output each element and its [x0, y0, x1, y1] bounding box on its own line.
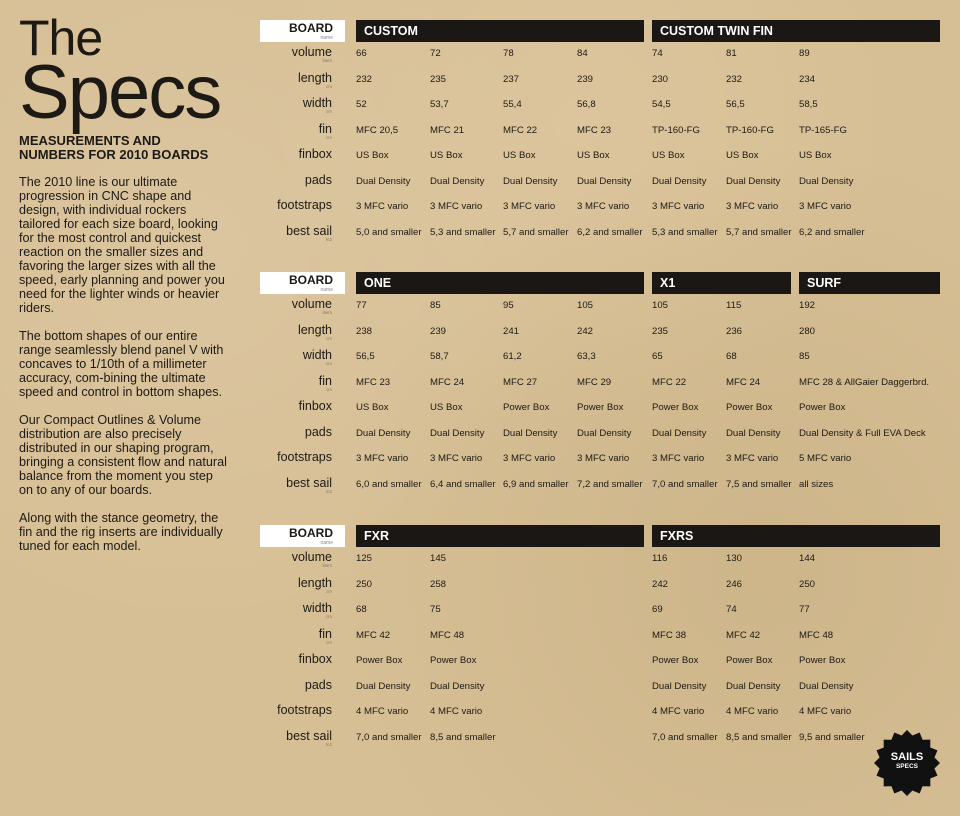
board-label-text: BOARD	[289, 273, 333, 287]
spec-cell: MFC 38	[652, 629, 687, 641]
spec-row	[260, 170, 940, 196]
spec-label: volume	[291, 550, 332, 564]
board-label	[260, 272, 345, 294]
spec-cell: 3 MFC vario	[652, 201, 705, 212]
spec-cell: Power Box	[430, 655, 477, 666]
spec-cell: 3 MFC vario	[799, 201, 852, 212]
spec-cell: 3 MFC vario	[356, 453, 409, 464]
intro-paragraph-3: Our Compact Outlines & Volume distribution are also precisely distributed in our shaping program, bringing a consistent flow and natural balance from the moment you step on to any of our boards.	[19, 413, 227, 497]
spec-cell: Dual Density	[652, 175, 707, 187]
board-model-header: X1	[652, 272, 791, 294]
spec-label: footstraps	[277, 198, 332, 212]
spec-cell: 3 MFC vario	[726, 453, 779, 464]
spec-unit: cm	[326, 134, 332, 140]
spec-cell: TP-160-FG	[652, 124, 700, 136]
spec-cell: Dual Density	[799, 175, 854, 187]
spec-row	[260, 195, 940, 221]
spec-cell: Dual Density	[726, 680, 781, 692]
spec-cell: 3 MFC vario	[430, 201, 483, 212]
spec-cell: Dual Density	[577, 175, 632, 187]
spec-cell: 78	[503, 48, 514, 59]
spec-cell: 4 MFC vario	[652, 706, 705, 717]
spec-cell: US Box	[577, 150, 610, 161]
spec-cell: 238	[356, 325, 373, 337]
spec-cell: Dual Density	[430, 680, 485, 692]
subtitle-line-2: NUMBERS FOR 2010 BOARDS	[19, 147, 209, 162]
spec-cell: MFC 28 & AllGaier Daggerbrd.	[799, 376, 930, 388]
spec-cell: 241	[503, 325, 520, 337]
spec-cell: 74	[652, 48, 663, 59]
spec-unit: liters	[322, 563, 332, 568]
spec-unit: cm	[326, 361, 332, 366]
spec-cell: 250	[799, 578, 816, 590]
spec-row	[260, 624, 940, 650]
spec-row	[260, 422, 940, 448]
spec-cell: 5,0 and smaller	[356, 226, 422, 238]
spec-label: width	[302, 601, 332, 615]
spec-cell: US Box	[430, 150, 463, 161]
spec-row	[260, 598, 940, 624]
intro-body	[19, 175, 229, 553]
spec-cell: 7,5 and smaller	[726, 478, 792, 490]
spec-cell: 69	[652, 604, 663, 615]
spec-cell: MFC 42	[356, 629, 391, 641]
section-header-row	[260, 272, 940, 294]
spec-cell: 68	[356, 604, 367, 615]
spec-cell: Dual Density	[430, 427, 485, 439]
spec-label: best sail	[286, 475, 332, 490]
spec-cell: Power Box	[799, 402, 846, 413]
spec-cell: 280	[799, 325, 816, 337]
spec-cell: Dual Density	[652, 680, 707, 692]
spec-row	[260, 396, 940, 422]
subtitle-line-1: MEASUREMENTS AND	[19, 133, 161, 148]
spec-cell: 6,0 and smaller	[356, 478, 422, 490]
spec-cell: 239	[430, 325, 447, 337]
board-sublabel-text: name	[320, 287, 333, 293]
spec-cell: 4 MFC vario	[430, 706, 483, 717]
spec-row	[260, 221, 940, 247]
spec-cell: TP-160-FG	[726, 124, 774, 136]
spec-cell: 68	[726, 351, 737, 362]
spec-cell: 61,2	[503, 351, 522, 362]
spec-cell: 9,5 and smaller	[799, 731, 865, 743]
spec-cell: Dual Density	[726, 427, 781, 439]
spec-cell: US Box	[726, 150, 759, 161]
board-model-header: CUSTOM TWIN FIN	[652, 20, 940, 42]
spec-row	[260, 726, 940, 752]
spec-cell: 130	[726, 553, 743, 564]
spec-unit: liters	[322, 310, 332, 315]
spec-cell: 234	[799, 73, 816, 85]
spec-row	[260, 371, 940, 397]
spec-cell: MFC 42	[726, 629, 761, 641]
section-header-row	[260, 525, 940, 547]
spec-cell: US Box	[799, 150, 832, 161]
spec-row	[260, 345, 940, 371]
spec-cell: 145	[430, 553, 447, 564]
spec-cell: 192	[799, 300, 816, 311]
spec-cell: 5,3 and smaller	[652, 226, 718, 238]
spec-cell: Power Box	[726, 402, 773, 413]
spec-cell: 239	[577, 73, 594, 85]
spec-label: pads	[304, 677, 332, 692]
spec-cell: 115	[726, 300, 742, 311]
spec-cell: Power Box	[503, 402, 550, 413]
board-sublabel-text: name	[320, 35, 333, 41]
title-specs: Specs	[19, 50, 221, 135]
spec-cell: 52	[356, 99, 367, 110]
spec-label: width	[302, 96, 332, 110]
spec-row	[260, 473, 940, 499]
spec-cell: MFC 23	[356, 376, 391, 388]
board-label	[260, 20, 345, 42]
spec-cell: 72	[430, 48, 441, 59]
intro-panel	[19, 10, 229, 567]
spec-cell: 66	[356, 48, 367, 59]
spec-label: volume	[291, 45, 332, 59]
spec-label: width	[302, 348, 332, 362]
spec-cell: 3 MFC vario	[503, 201, 556, 212]
spec-cell: 6,2 and smaller	[577, 226, 643, 238]
spec-cell: 55,4	[503, 99, 522, 110]
section-header-row	[260, 20, 940, 42]
spec-cell: Dual Density	[430, 175, 485, 187]
board-model-header: SURF	[799, 272, 940, 294]
spec-unit: cm	[326, 386, 332, 392]
spec-cell: Power Box	[356, 655, 403, 666]
spec-label: footstraps	[277, 450, 332, 464]
spec-cell: 77	[356, 300, 367, 311]
spec-label: fin	[318, 121, 332, 136]
spec-cell: 8,5 and smaller	[430, 731, 496, 743]
badge-line-1: SAILS	[890, 751, 924, 763]
spec-unit: m2	[325, 741, 332, 747]
spec-row	[260, 68, 940, 94]
spec-cell: US Box	[652, 150, 685, 161]
spec-cell: 7,0 and smaller	[652, 731, 718, 743]
spec-row	[260, 144, 940, 170]
spec-cell: 54,5	[652, 99, 671, 110]
subtitle	[19, 134, 229, 162]
spec-cell: 232	[726, 73, 743, 85]
spec-label: length	[297, 322, 332, 337]
spec-cell: Dual Density	[726, 175, 781, 187]
spec-label: finbox	[298, 399, 332, 413]
spec-label: volume	[291, 297, 332, 311]
spec-cell: 8,5 and smaller	[726, 731, 792, 743]
board-label-text: BOARD	[289, 526, 333, 540]
spec-unit: cm	[326, 335, 332, 341]
spec-cell: Power Box	[726, 655, 773, 666]
spec-cell: MFC 24	[726, 376, 761, 388]
spec-cell: 77	[799, 604, 810, 615]
spec-label: fin	[318, 626, 332, 641]
spec-cell: 7,0 and smaller	[652, 478, 718, 490]
spec-cell: 58,5	[799, 99, 818, 110]
spec-cell: 105	[577, 300, 594, 311]
spec-label: best sail	[286, 728, 332, 743]
spec-cell: 235	[430, 73, 447, 85]
spec-cell: MFC 29	[577, 376, 612, 388]
spec-cell: 5,7 and smaller	[726, 226, 792, 238]
badge-line-2: SPECS	[895, 763, 919, 770]
title-the: The	[19, 10, 103, 66]
spec-cell: Dual Density	[356, 175, 411, 187]
board-label-text: BOARD	[289, 21, 333, 35]
spec-unit: liters	[322, 58, 332, 63]
spec-cell: 85	[799, 351, 810, 362]
spec-cell: 56,5	[356, 351, 375, 362]
spec-cell: 56,5	[726, 99, 745, 110]
spec-cell: Dual Density	[503, 427, 558, 439]
spec-unit: cm	[326, 588, 332, 594]
spec-cell: 3 MFC vario	[430, 453, 483, 464]
spec-unit: cm	[326, 614, 332, 619]
spec-row	[260, 320, 940, 346]
spec-cell: US Box	[356, 150, 389, 161]
spec-cell: 3 MFC vario	[577, 201, 630, 212]
spec-cell: 85	[430, 300, 441, 311]
spec-cell: 84	[577, 48, 588, 59]
board-model-header: FXRS	[652, 525, 940, 547]
spec-label: best sail	[286, 223, 332, 238]
spec-cell: 6,9 and smaller	[503, 478, 569, 490]
spec-cell: Dual Density	[356, 427, 411, 439]
spec-cell: MFC 48	[430, 629, 465, 641]
spec-cell: 4 MFC vario	[356, 706, 409, 717]
spec-cell: 125	[356, 553, 373, 564]
spec-cell: 3 MFC vario	[652, 453, 705, 464]
spec-label: pads	[304, 424, 332, 439]
spec-cell: 95	[503, 300, 514, 311]
spec-cell: 236	[726, 325, 743, 337]
spec-cell: TP-165-FG	[799, 124, 847, 136]
sails-specs-badge	[874, 751, 940, 771]
spec-unit: cm	[326, 109, 332, 114]
intro-paragraph-4: Along with the stance geometry, the fin and the rig inserts are individually tuned for each model.	[19, 511, 223, 553]
spec-cell: 4 MFC vario	[726, 706, 779, 717]
spec-cell: Dual Density	[577, 427, 632, 439]
spec-cell: 53,7	[430, 99, 449, 110]
spec-cell: 116	[652, 553, 668, 564]
spec-cell: MFC 23	[577, 124, 612, 136]
spec-cell: US Box	[430, 402, 463, 413]
spec-cell: MFC 24	[430, 376, 465, 388]
spec-cell: Dual Density	[652, 427, 707, 439]
spec-cell: 65	[652, 351, 663, 362]
spec-cell: 3 MFC vario	[577, 453, 630, 464]
spec-cell: 6,2 and smaller	[799, 226, 865, 238]
spec-label: footstraps	[277, 703, 332, 717]
spec-label: length	[297, 70, 332, 85]
spec-cell: 235	[652, 325, 669, 337]
spec-row	[260, 447, 940, 473]
spec-cell: Power Box	[799, 655, 846, 666]
spec-cell: Dual Density & Full EVA Deck	[799, 427, 926, 439]
spec-cell: 89	[799, 48, 810, 59]
spec-cell: US Box	[356, 402, 389, 413]
spec-section-1	[260, 20, 940, 246]
spec-cell: 230	[652, 73, 669, 85]
spec-unit: cm	[326, 639, 332, 645]
spec-cell: 3 MFC vario	[503, 453, 556, 464]
spec-cell: 74	[726, 604, 737, 615]
spec-row	[260, 119, 940, 145]
spec-cell: 232	[356, 73, 373, 85]
spec-label: pads	[304, 172, 332, 187]
board-model-header: CUSTOM	[356, 20, 644, 42]
spec-label: finbox	[298, 652, 332, 666]
spec-cell: MFC 21	[430, 124, 465, 136]
spec-cell: 75	[430, 604, 441, 615]
board-model-header: FXR	[356, 525, 644, 547]
spec-cell: MFC 48	[799, 629, 834, 641]
spec-row	[260, 700, 940, 726]
board-sublabel-text: name	[320, 540, 333, 546]
spec-unit: cm	[326, 83, 332, 89]
spec-cell: 242	[652, 578, 669, 590]
intro-paragraph-2: The bottom shapes of our entire range seamlessly blend panel V with concaves to 1/10th of a millimeter accuracy, com-bining the ultimate speed and control in bottom shapes.	[19, 329, 224, 399]
spec-cell: all sizes	[799, 478, 834, 490]
spec-cell: 63,3	[577, 351, 596, 362]
spec-cell: 5 MFC vario	[799, 453, 852, 464]
spec-cell: 56,8	[577, 99, 596, 110]
spec-cell: MFC 27	[503, 376, 538, 388]
spec-cell: 242	[577, 325, 594, 337]
spec-cell: 58,7	[430, 351, 449, 362]
spec-row	[260, 649, 940, 675]
spec-cell: MFC 22	[652, 376, 687, 388]
spec-cell: 6,4 and smaller	[430, 478, 496, 490]
spec-cell: 250	[356, 578, 373, 590]
spec-label: finbox	[298, 147, 332, 161]
intro-paragraph-1: The 2010 line is our ultimate progression in CNC shape and design, with individual rockers tailored for each size board, looking for the most control and quickest reaction on the smaller sizes and favoring the larger sizes with all the speed, early planning and power you need for the lighter winds or heavier riders.	[19, 175, 225, 315]
spec-cell: 7,0 and smaller	[356, 731, 422, 743]
spec-cell: 144	[799, 553, 816, 564]
spec-row	[260, 547, 940, 573]
spec-cell: Dual Density	[356, 680, 411, 692]
spec-row	[260, 573, 940, 599]
spec-section-3	[260, 525, 940, 751]
board-label	[260, 525, 345, 547]
spec-cell: 3 MFC vario	[356, 201, 409, 212]
spec-cell: 105	[652, 300, 669, 311]
spec-cell: MFC 22	[503, 124, 538, 136]
spec-row	[260, 93, 940, 119]
spec-cell: Dual Density	[503, 175, 558, 187]
spec-cell: 7,2 and smaller	[577, 478, 643, 490]
spec-cell: 246	[726, 578, 743, 590]
spec-cell: MFC 20,5	[356, 124, 399, 136]
spec-cell: US Box	[503, 150, 536, 161]
spec-cell: Power Box	[652, 402, 699, 413]
spec-section-2	[260, 272, 940, 498]
spec-cell: 5,3 and smaller	[430, 226, 496, 238]
spec-cell: 3 MFC vario	[726, 201, 779, 212]
spec-cell: 237	[503, 73, 520, 85]
spec-cell: 5,7 and smaller	[503, 226, 569, 238]
spec-label: fin	[318, 373, 332, 388]
spec-unit: m2	[325, 488, 332, 494]
spec-row	[260, 675, 940, 701]
spec-row	[260, 42, 940, 68]
spec-cell: 4 MFC vario	[799, 706, 852, 717]
spec-label: length	[297, 575, 332, 590]
spec-cell: Power Box	[577, 402, 624, 413]
spec-cell: Power Box	[652, 655, 699, 666]
spec-cell: Dual Density	[799, 680, 854, 692]
spec-unit: m2	[325, 236, 332, 242]
spec-cell: 81	[726, 48, 737, 59]
board-model-header: ONE	[356, 272, 644, 294]
spec-row	[260, 294, 940, 320]
spec-cell: 258	[430, 578, 447, 590]
